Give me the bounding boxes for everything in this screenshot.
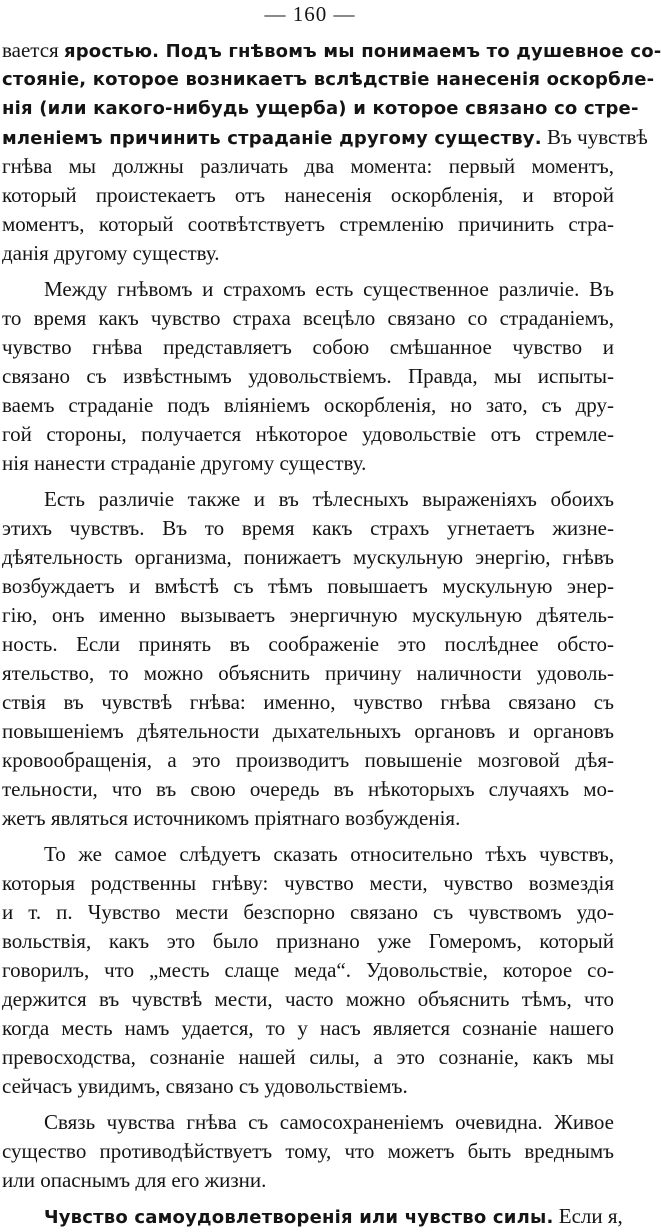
text-line-8: данія другому существу. [2, 241, 220, 265]
text-line-25: кровообращенія, а это производитъ повышеніе мозговой дѣя- [2, 748, 614, 772]
text-line-33: держится въ чувствѣ мести, часто можно объяснить тѣмъ, что [2, 987, 614, 1011]
text-line-29: которыя родственны гнѣву: чувство мести, чувство возмездія [2, 871, 614, 895]
text-line-19: возбуждаетъ и вмѣстѣ съ тѣмъ повышаетъ мускульную энер- [2, 574, 614, 598]
text-line-16: Есть различіе также и въ тѣлесныхъ выраженіяхъ обоихъ [44, 487, 614, 511]
bold-term: мленіемъ причинить страданіе другому существу. [2, 128, 542, 149]
page-number: — 160 — [264, 2, 356, 26]
text-line-26: тельности, что въ свою очередь въ нѣкоторыхъ случаяхъ мо- [2, 777, 614, 801]
bold-term: яростью. Подъ гнѣвомъ мы понимаемъ то душевное со- [63, 41, 661, 62]
text-line-14: гой стороны, получается нѣкоторое удовольствіе отъ стремле- [2, 422, 614, 446]
text-line-31: вольствія, какъ это было признано уже Гомеромъ, который [2, 929, 614, 953]
text-line-34: когда месть намъ удается, то у насъ является сознаніе нашего [2, 1016, 614, 1040]
text-line-2: стояніе, которое возникаетъ вслѣдствіе нанесенія оскорбле- [2, 69, 655, 90]
text-line-32: говорилъ, что „месть слаще меда“. Удовольствіе, которое со- [2, 958, 614, 982]
text-span: Если я, [553, 1204, 623, 1228]
text-line-13: ваемъ страданіе подъ вліяніемъ оскорбленія, но зато, съ дру- [2, 393, 614, 417]
text-line-20: гію, онъ именно вызываетъ энергичную мускульную дѣятель- [2, 603, 614, 627]
text-line-7: моментъ, который соотвѣтствуетъ стремленію причинить стра- [2, 212, 614, 236]
text-line-5: гнѣва мы должны различать два момента: первый моментъ, [2, 154, 614, 178]
text-line-23: ствія въ чувствѣ гнѣва: именно, чувство гнѣва связано съ [2, 690, 614, 714]
page-text [2, 36, 661, 1231]
text-line-36: сейчасъ увидимъ, связано съ удовольствіемъ. [2, 1074, 408, 1098]
text-span: Въ чувствѣ [541, 125, 648, 149]
text-line-30: и т. п. Чувство мести безспорно связано съ чувствомъ удо- [2, 900, 614, 924]
text-line-12: связано съ извѣстнымъ удовольствіемъ. Правда, мы испыты- [2, 364, 614, 388]
text-line-9: Между гнѣвомъ и страхомъ есть существенное различіе. Въ [44, 277, 614, 301]
text-span: вается [2, 38, 64, 62]
text-line-39: или опаснымъ для его жизни. [2, 1168, 267, 1192]
text-line-27: жетъ являться источникомъ пріятнаго возбужденія. [2, 806, 461, 830]
text-line-35: превосходства, сознаніе нашей силы, а это сознаніе, какъ мы [2, 1045, 614, 1069]
text-line-38: существо противодѣйствуетъ тому, что можетъ быть вреднымъ [2, 1139, 614, 1163]
text-line-22: ятельство, то можно объяснить причину наличности удоволь- [2, 661, 614, 685]
text-line-17: этихъ чувствъ. Въ то время какъ страхъ угнетаетъ жизне- [2, 516, 614, 540]
section-heading-line [2, 1202, 623, 1231]
section-heading: Чувство самоудовлетворенія или чувство силы. [44, 1207, 554, 1228]
text-line-21: ность. Если принять въ соображеніе это послѣднее обсто- [2, 632, 614, 656]
text-line-24: повышеніемъ дѣятельности дыхательныхъ органовъ и органовъ [2, 719, 614, 743]
text-line-3: нія (или какого-нибудь ущерба) и которое связано со стре- [2, 98, 639, 119]
text-line-6: который проистекаетъ отъ нанесенія оскорбленія, и второй [2, 183, 614, 207]
text-line-15: нія нанести страданіе другому существу. [2, 451, 367, 475]
text-line-4 [2, 123, 648, 152]
text-line-28: То же самое слѣдуетъ сказать относительно тѣхъ чувствъ, [44, 842, 614, 866]
text-line-1 [2, 36, 661, 65]
text-line-37: Связь чувства гнѣва съ самосохраненіемъ очевидна. Живое [44, 1110, 614, 1134]
text-line-10: то время какъ чувство страха всецѣло связано со страданіемъ, [2, 306, 614, 330]
text-line-11: чувство гнѣва представляетъ собою смѣшанное чувство и [2, 335, 614, 359]
text-line-18: дѣятельность организма, понижаетъ мускульную энергію, гнѣвъ [2, 545, 614, 569]
